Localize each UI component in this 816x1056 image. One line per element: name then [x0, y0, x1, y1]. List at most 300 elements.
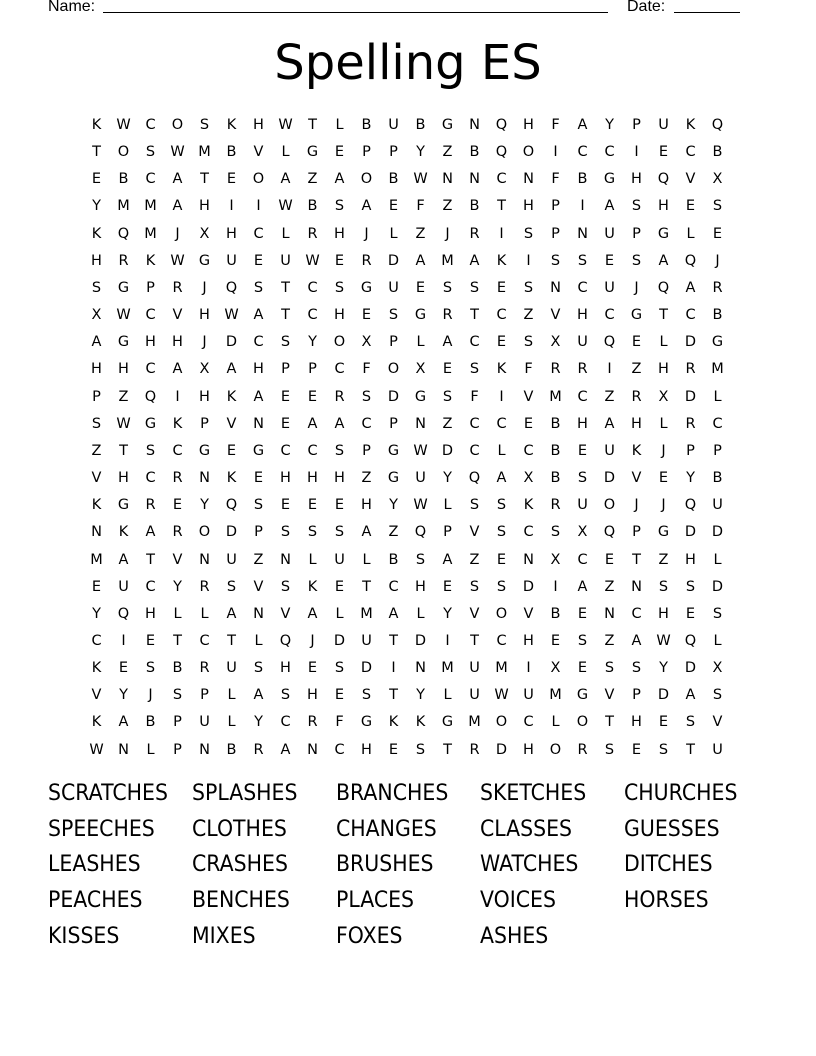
- grid-letter: S: [334, 198, 345, 215]
- grid-letter: O: [549, 741, 562, 758]
- grid-letter: E: [442, 361, 453, 378]
- grid-letter: B: [361, 117, 372, 133]
- grid-letter: C: [577, 144, 588, 161]
- grid-letter: G: [306, 144, 319, 161]
- grid-letter: K: [415, 714, 426, 731]
- grid-letter: X: [199, 225, 210, 242]
- grid-letter: V: [91, 687, 102, 704]
- grid-letter: U: [226, 660, 237, 677]
- grid-letter: V: [469, 605, 480, 622]
- grid-letter: Z: [442, 198, 453, 215]
- grid-letter: E: [496, 551, 507, 568]
- grid-letter: S: [361, 687, 372, 704]
- grid-letter: A: [118, 551, 129, 568]
- grid-letter: A: [172, 361, 183, 378]
- word-bank-item: CLOTHES: [192, 816, 287, 842]
- grid-letter: M: [441, 252, 454, 269]
- word-bank-item: BRUSHES: [336, 852, 434, 878]
- grid-letter: N: [199, 470, 210, 487]
- word-bank-item: PLACES: [336, 888, 415, 914]
- grid-letter: X: [361, 334, 372, 351]
- word-bank-item: CRASHES: [192, 852, 288, 878]
- grid-letter: D: [684, 660, 697, 677]
- grid-letter: E: [631, 334, 642, 351]
- grid-letter: L: [443, 497, 452, 514]
- grid-letter: S: [442, 388, 453, 405]
- grid-letter: H: [91, 361, 102, 378]
- grid-letter: V: [172, 551, 183, 568]
- grid-letter: D: [684, 334, 697, 351]
- grid-letter: B: [388, 171, 399, 188]
- grid-letter: S: [334, 442, 345, 459]
- grid-letter: K: [145, 252, 156, 269]
- grid-letter: O: [117, 144, 130, 161]
- grid-letter: O: [522, 144, 535, 161]
- grid-letter: S: [199, 117, 210, 133]
- grid-letter: J: [202, 334, 207, 351]
- grid-letter: S: [685, 714, 696, 731]
- grid-letter: T: [92, 144, 101, 161]
- word-bank-item: DITCHES: [624, 852, 713, 878]
- grid-letter: J: [148, 687, 153, 704]
- grid-letter: H: [631, 714, 642, 731]
- grid-letter: E: [91, 171, 102, 188]
- grid-letter: U: [469, 660, 480, 677]
- grid-letter: D: [711, 578, 724, 595]
- grid-letter: G: [576, 687, 589, 704]
- grid-letter: N: [118, 741, 129, 758]
- grid-letter: B: [550, 442, 561, 459]
- grid-letter: N: [199, 551, 210, 568]
- grid-letter: R: [307, 714, 318, 731]
- grid-letter: T: [173, 632, 182, 649]
- grid-letter: F: [362, 361, 371, 378]
- grid-letter: U: [388, 117, 399, 133]
- grid-letter: E: [226, 171, 237, 188]
- grid-letter: F: [470, 388, 479, 405]
- grid-letter: F: [416, 198, 425, 215]
- grid-letter: M: [117, 198, 130, 215]
- grid-letter: M: [468, 714, 481, 731]
- grid-letter: I: [499, 225, 504, 242]
- grid-letter: R: [685, 361, 696, 378]
- word-bank-item: VOICES: [480, 888, 556, 914]
- grid-letter: E: [604, 252, 615, 269]
- grid-letter: W: [413, 171, 428, 188]
- grid-letter: V: [550, 307, 561, 324]
- grid-letter: E: [172, 497, 183, 514]
- grid-letter: H: [199, 198, 210, 215]
- grid-letter: B: [172, 660, 183, 677]
- grid-letter: B: [307, 198, 318, 215]
- grid-letter: G: [144, 415, 157, 432]
- grid-letter: R: [199, 578, 210, 595]
- grid-letter: W: [116, 307, 131, 324]
- grid-letter: S: [496, 497, 507, 514]
- grid-letter: H: [226, 225, 237, 242]
- grid-letter: K: [91, 225, 102, 242]
- grid-letter: E: [631, 741, 642, 758]
- word-bank: [48, 776, 768, 954]
- grid-letter: G: [117, 497, 130, 514]
- grid-letter: Q: [117, 225, 130, 242]
- grid-letter: S: [280, 334, 291, 351]
- grid-letter: J: [202, 279, 207, 296]
- grid-letter: K: [631, 442, 642, 459]
- grid-letter: Y: [605, 117, 614, 133]
- grid-letter: P: [551, 225, 560, 242]
- grid-letter: I: [526, 252, 531, 269]
- grid-letter: O: [576, 714, 589, 731]
- grid-letter: X: [91, 307, 102, 324]
- grid-letter: N: [253, 605, 264, 622]
- grid-letter: Q: [468, 470, 481, 487]
- grid-letter: C: [685, 144, 696, 161]
- grid-letter: B: [550, 415, 561, 432]
- grid-letter: R: [712, 279, 723, 296]
- grid-letter: W: [413, 497, 428, 514]
- grid-letter: P: [551, 198, 560, 215]
- grid-letter: H: [658, 361, 669, 378]
- grid-letter: C: [145, 117, 156, 133]
- grid-letter: N: [253, 415, 264, 432]
- grid-letter: S: [145, 660, 156, 677]
- grid-letter: L: [497, 442, 506, 459]
- grid-letter: K: [91, 714, 102, 731]
- grid-letter: J: [661, 442, 666, 459]
- grid-letter: B: [145, 714, 156, 731]
- grid-letter: K: [226, 470, 237, 487]
- grid-letter: H: [658, 605, 669, 622]
- grid-letter: E: [496, 334, 507, 351]
- grid-letter: C: [577, 551, 588, 568]
- grid-letter: L: [281, 225, 290, 242]
- grid-letter: C: [307, 442, 318, 459]
- grid-letter: R: [145, 497, 156, 514]
- grid-letter: V: [91, 470, 102, 487]
- grid-letter: Z: [604, 578, 615, 595]
- grid-letter: Y: [443, 470, 452, 487]
- grid-letter: C: [577, 388, 588, 405]
- grid-letter: N: [523, 551, 534, 568]
- grid-letter: T: [443, 741, 452, 758]
- grid-letter: G: [441, 117, 454, 133]
- grid-letter: S: [145, 144, 156, 161]
- grid-letter: N: [469, 171, 480, 188]
- grid-letter: H: [280, 470, 291, 487]
- grid-letter: F: [551, 171, 560, 188]
- grid-letter: U: [199, 714, 210, 731]
- grid-letter: B: [712, 470, 723, 487]
- grid-letter: E: [118, 660, 129, 677]
- grid-letter: P: [173, 741, 182, 758]
- grid-letter: G: [387, 470, 400, 487]
- grid-letter: D: [495, 741, 508, 758]
- grid-letter: C: [604, 144, 615, 161]
- grid-letter: O: [360, 171, 373, 188]
- grid-letter: C: [712, 415, 723, 432]
- grid-letter: G: [657, 225, 670, 242]
- grid-letter: D: [684, 388, 697, 405]
- grid-letter: X: [550, 660, 561, 677]
- grid-letter: P: [200, 687, 209, 704]
- grid-letter: P: [713, 442, 722, 459]
- grid-letter: G: [414, 388, 427, 405]
- grid-letter: A: [253, 388, 264, 405]
- grid-letter: C: [388, 578, 399, 595]
- grid-letter: S: [604, 660, 615, 677]
- grid-letter: U: [280, 252, 291, 269]
- grid-letter: J: [715, 252, 720, 269]
- grid-letter: E: [226, 442, 237, 459]
- grid-letter: V: [523, 388, 534, 405]
- grid-letter: C: [496, 415, 507, 432]
- grid-letter: P: [92, 388, 101, 405]
- grid-letter: A: [604, 198, 615, 215]
- grid-letter: C: [523, 524, 534, 541]
- grid-letter: H: [523, 741, 534, 758]
- word-bank-item: SKETCHES: [480, 781, 587, 806]
- grid-letter: S: [712, 198, 723, 215]
- grid-letter: E: [334, 497, 345, 514]
- grid-letter: H: [334, 470, 345, 487]
- grid-letter: Z: [442, 415, 453, 432]
- grid-letter: Q: [279, 632, 292, 649]
- grid-letter: P: [308, 361, 317, 378]
- grid-letter: B: [550, 470, 561, 487]
- grid-letter: W: [278, 117, 293, 133]
- grid-letter: C: [199, 632, 210, 649]
- grid-letter: K: [91, 497, 102, 514]
- grid-letter: Z: [631, 361, 642, 378]
- grid-letter: X: [550, 334, 561, 351]
- grid-letter: Q: [684, 252, 697, 269]
- grid-letter: E: [604, 551, 615, 568]
- grid-letter: T: [605, 714, 614, 731]
- grid-letter: S: [523, 225, 534, 242]
- grid-letter: H: [523, 198, 534, 215]
- grid-letter: C: [307, 279, 318, 296]
- grid-letter: A: [334, 415, 345, 432]
- grid-letter: M: [90, 551, 103, 568]
- grid-letter: N: [307, 741, 318, 758]
- grid-letter: X: [712, 660, 723, 677]
- grid-letter: S: [361, 388, 372, 405]
- grid-letter: Z: [361, 470, 372, 487]
- grid-letter: L: [281, 144, 290, 161]
- grid-letter: A: [253, 687, 264, 704]
- grid-letter: S: [91, 415, 102, 432]
- grid-letter: E: [334, 252, 345, 269]
- grid-letter: T: [470, 632, 479, 649]
- grid-letter: I: [121, 632, 126, 649]
- grid-letter: E: [388, 741, 399, 758]
- grid-letter: S: [280, 524, 291, 541]
- grid-letter: C: [496, 171, 507, 188]
- grid-letter: F: [335, 714, 344, 731]
- grid-letter: L: [227, 714, 236, 731]
- date-field[interactable]: [674, 12, 740, 13]
- grid-letter: K: [118, 524, 129, 541]
- grid-letter: C: [496, 632, 507, 649]
- grid-letter: H: [145, 605, 156, 622]
- grid-letter: I: [391, 660, 396, 677]
- grid-letter: S: [334, 660, 345, 677]
- grid-letter: A: [118, 714, 129, 731]
- grid-letter: U: [604, 225, 615, 242]
- grid-letter: J: [310, 632, 315, 649]
- grid-letter: D: [711, 524, 724, 541]
- grid-letter: S: [631, 252, 642, 269]
- grid-letter: H: [91, 252, 102, 269]
- grid-letter: A: [361, 198, 372, 215]
- grid-letter: U: [226, 551, 237, 568]
- grid-letter: Q: [144, 388, 157, 405]
- grid-letter: C: [523, 714, 534, 731]
- grid-letter: A: [388, 605, 399, 622]
- grid-letter: C: [253, 334, 264, 351]
- grid-letter: U: [469, 687, 480, 704]
- grid-letter: W: [413, 442, 428, 459]
- grid-letter: Z: [415, 225, 426, 242]
- name-field[interactable]: [103, 12, 608, 13]
- grid-letter: L: [443, 687, 452, 704]
- grid-letter: S: [91, 279, 102, 296]
- grid-letter: P: [362, 144, 371, 161]
- grid-letter: B: [118, 171, 129, 188]
- grid-letter: E: [307, 497, 318, 514]
- grid-letter: R: [469, 225, 480, 242]
- grid-letter: S: [550, 252, 561, 269]
- grid-letter: S: [712, 687, 723, 704]
- grid-letter: W: [656, 632, 671, 649]
- grid-letter: Z: [118, 388, 129, 405]
- grid-letter: C: [496, 307, 507, 324]
- grid-letter: K: [172, 415, 183, 432]
- grid-letter: G: [360, 279, 373, 296]
- grid-letter: R: [550, 361, 561, 378]
- grid-letter: E: [658, 144, 669, 161]
- grid-letter: M: [360, 605, 373, 622]
- grid-letter: V: [631, 470, 642, 487]
- word-bank-item: LEASHES: [48, 852, 141, 878]
- grid-letter: D: [387, 388, 400, 405]
- grid-letter: C: [361, 415, 372, 432]
- grid-letter: C: [145, 361, 156, 378]
- grid-letter: Z: [604, 388, 615, 405]
- grid-letter: R: [361, 252, 372, 269]
- grid-letter: V: [172, 307, 183, 324]
- grid-letter: A: [226, 361, 237, 378]
- grid-letter: Y: [416, 144, 425, 161]
- grid-letter: W: [224, 307, 239, 324]
- grid-letter: S: [280, 578, 291, 595]
- grid-letter: X: [577, 524, 588, 541]
- grid-letter: S: [307, 524, 318, 541]
- grid-letter: L: [200, 605, 209, 622]
- grid-letter: L: [551, 714, 560, 731]
- grid-letter: U: [118, 578, 129, 595]
- grid-letter: A: [577, 117, 588, 133]
- word-bank-item: GUESSES: [624, 816, 720, 842]
- grid-letter: E: [361, 307, 372, 324]
- grid-letter: H: [118, 470, 129, 487]
- grid-letter: L: [335, 117, 344, 133]
- grid-letter: M: [144, 198, 157, 215]
- grid-letter: A: [577, 578, 588, 595]
- grid-letter: W: [89, 741, 104, 758]
- grid-letter: E: [334, 578, 345, 595]
- grid-letter: G: [414, 307, 427, 324]
- grid-letter: L: [173, 605, 182, 622]
- grid-letter: H: [658, 198, 669, 215]
- letter-grid: [83, 112, 731, 764]
- grid-letter: B: [226, 144, 237, 161]
- grid-letter: P: [146, 279, 155, 296]
- grid-letter: A: [415, 252, 426, 269]
- grid-letter: T: [227, 632, 236, 649]
- grid-letter: A: [280, 171, 291, 188]
- grid-letter: I: [499, 388, 504, 405]
- grid-letter: Q: [225, 279, 238, 296]
- grid-letter: Z: [307, 171, 318, 188]
- grid-letter: T: [659, 307, 668, 324]
- grid-letter: D: [603, 470, 616, 487]
- grid-letter: G: [711, 334, 724, 351]
- grid-letter: R: [577, 361, 588, 378]
- grid-letter: K: [523, 497, 534, 514]
- grid-letter: E: [496, 279, 507, 296]
- grid-letter: K: [496, 252, 507, 269]
- grid-letter: H: [145, 334, 156, 351]
- grid-letter: V: [712, 714, 723, 731]
- grid-letter: H: [334, 225, 345, 242]
- grid-letter: U: [388, 279, 399, 296]
- grid-letter: Q: [711, 117, 724, 133]
- grid-letter: Y: [686, 470, 695, 487]
- grid-letter: P: [389, 334, 398, 351]
- grid-letter: A: [685, 687, 696, 704]
- grid-letter: B: [226, 741, 237, 758]
- grid-letter: H: [307, 470, 318, 487]
- grid-letter: L: [686, 225, 695, 242]
- grid-letter: P: [254, 524, 263, 541]
- grid-letter: W: [305, 252, 320, 269]
- grid-letter: D: [414, 632, 427, 649]
- grid-letter: Z: [91, 442, 102, 459]
- grid-letter: P: [281, 361, 290, 378]
- grid-letter: U: [604, 279, 615, 296]
- grid-letter: A: [307, 415, 318, 432]
- grid-letter: Q: [603, 334, 616, 351]
- header: [48, 0, 748, 20]
- grid-letter: R: [118, 252, 129, 269]
- grid-letter: G: [441, 714, 454, 731]
- grid-letter: A: [631, 632, 642, 649]
- grid-letter: E: [523, 415, 534, 432]
- grid-letter: Q: [684, 497, 697, 514]
- grid-letter: V: [604, 687, 615, 704]
- grid-letter: J: [634, 279, 639, 296]
- grid-letter: Z: [442, 144, 453, 161]
- grid-letter: S: [658, 578, 669, 595]
- word-bank-item: SPEECHES: [48, 816, 155, 842]
- grid-letter: E: [577, 442, 588, 459]
- grid-letter: K: [685, 117, 696, 133]
- grid-letter: K: [226, 388, 237, 405]
- grid-letter: E: [577, 605, 588, 622]
- word-bank-item: PEACHES: [48, 888, 143, 914]
